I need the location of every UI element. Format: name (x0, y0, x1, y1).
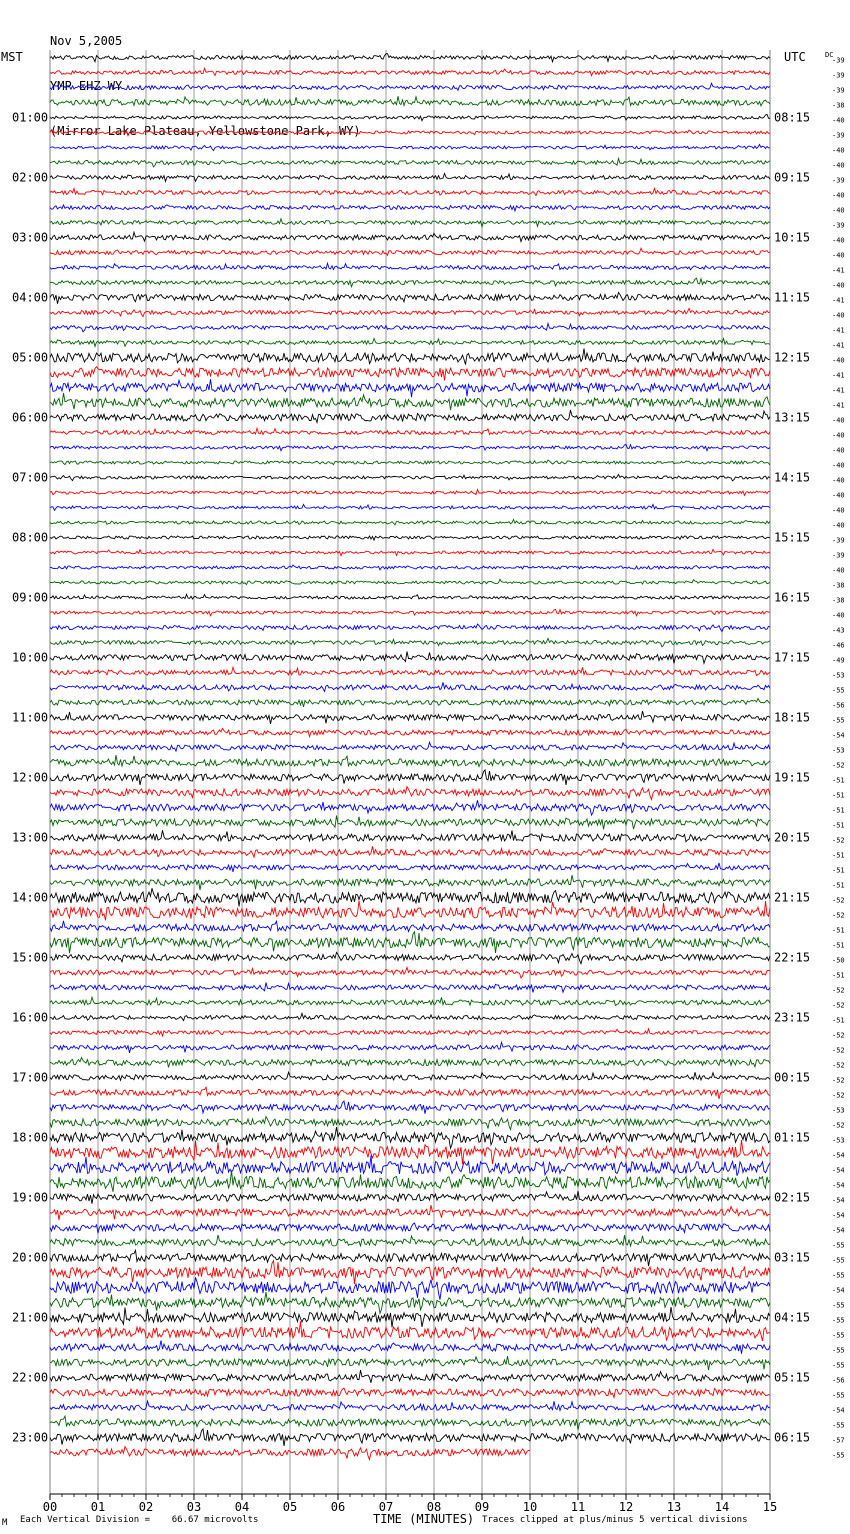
dc-offset-label: -40 (832, 491, 845, 500)
utc-hour-label: 14:15 (774, 470, 811, 485)
dc-offset-label: -53 (832, 1136, 845, 1145)
dc-offset-label: -51 (832, 851, 845, 860)
seismic-trace (50, 579, 770, 584)
seismic-trace (50, 308, 770, 316)
dc-offset-label: -55 (832, 1301, 845, 1310)
x-tick-label: 15 (762, 1500, 778, 1514)
grid-layer (50, 50, 770, 1494)
dc-offset-label: -52 (832, 1001, 845, 1010)
utc-hour-label: 00:15 (774, 1070, 811, 1085)
seismic-trace (50, 504, 770, 510)
dc-offset-label: -54 (832, 731, 845, 740)
seismic-trace (50, 1140, 770, 1164)
seismic-trace (50, 114, 770, 120)
mst-hour-label: 13:00 (12, 830, 49, 845)
seismic-trace (50, 248, 770, 255)
seismic-trace (50, 1223, 770, 1233)
seismic-trace (50, 846, 770, 857)
mst-hour-label: 22:00 (12, 1370, 49, 1385)
mst-hour-label: 01:00 (12, 110, 49, 125)
x-tick-label: 03 (186, 1500, 202, 1514)
dc-offset-label: -40 (832, 566, 845, 575)
dc-offset-label: -40 (832, 281, 845, 290)
seismic-trace (50, 1261, 770, 1285)
trace-layer (50, 54, 770, 1460)
seismic-trace (50, 68, 770, 75)
seismic-trace (50, 983, 770, 993)
dc-offset-label: -55 (832, 686, 845, 695)
dc-offset-label: -39 (832, 221, 845, 230)
seismic-trace (50, 1087, 770, 1099)
seismic-trace (50, 444, 770, 450)
dc-offset-label: -39 (832, 56, 845, 65)
seismic-trace (50, 232, 770, 241)
dc-offset-label: -41 (832, 386, 845, 395)
dc-offset-header: DC (825, 51, 834, 59)
mst-hour-label: 03:00 (12, 230, 49, 245)
utc-hour-label: 08:15 (774, 110, 811, 125)
seismic-trace (50, 188, 770, 195)
seismic-trace (50, 800, 770, 815)
dc-offset-label: -43 (832, 626, 845, 635)
seismic-trace (50, 888, 770, 906)
dc-offset-label: -39 (832, 131, 845, 140)
x-tick-label: 06 (330, 1500, 346, 1514)
label-layer (1, 50, 845, 1526)
seismic-trace (50, 278, 770, 287)
dc-offset-label: -55 (832, 1256, 845, 1265)
station-code: YMP EHZ WY (50, 79, 123, 93)
dc-offset-label: -52 (832, 1091, 845, 1100)
dc-offset-label: -55 (832, 1271, 845, 1280)
dc-offset-label: -55 (832, 1316, 845, 1325)
dc-offset-label: -52 (832, 1031, 845, 1040)
seismic-trace (50, 1101, 770, 1114)
dc-offset-label: -51 (832, 806, 845, 815)
utc-hour-label: 22:15 (774, 950, 811, 965)
dc-offset-label: -41 (832, 326, 845, 335)
seismic-trace (50, 536, 770, 540)
dc-offset-label: -55 (832, 1421, 845, 1430)
dc-offset-label: -39 (832, 176, 845, 185)
dc-offset-label: -54 (832, 1226, 845, 1235)
seismic-trace (50, 875, 770, 890)
dc-offset-label: -54 (832, 1166, 845, 1175)
x-tick-label: 13 (666, 1500, 682, 1514)
mst-hour-label: 14:00 (12, 890, 49, 905)
seismic-trace (50, 144, 770, 150)
utc-hour-label: 17:15 (774, 650, 811, 665)
mst-hour-label: 16:00 (12, 1010, 49, 1025)
seismic-trace (50, 594, 770, 599)
dc-offset-label: -51 (832, 941, 845, 950)
seismic-trace (50, 348, 770, 364)
station-location: (Mirror Lake Plateau, Yellowstone Park, WY) (50, 124, 361, 138)
seismic-trace (50, 1057, 770, 1067)
seismic-trace (50, 787, 770, 800)
dc-offset-label: -41 (832, 401, 845, 410)
mst-hour-label: 12:00 (12, 770, 49, 785)
dc-offset-label: -40 (832, 311, 845, 320)
seismic-trace (50, 952, 770, 963)
dc-offset-label: -56 (832, 1376, 845, 1385)
utc-hour-label: 11:15 (774, 290, 811, 305)
scale-note: Each Vertical Division = 66.67 microvolts (20, 1515, 259, 1525)
seismic-trace (50, 932, 770, 954)
dc-offset-label: -52 (832, 911, 845, 920)
dc-offset-label: -51 (832, 926, 845, 935)
seismic-trace (50, 830, 770, 842)
dc-offset-label: -52 (832, 896, 845, 905)
utc-hour-label: 13:15 (774, 410, 811, 425)
mst-hour-label: 23:00 (12, 1430, 49, 1445)
x-tick-label: 08 (426, 1500, 442, 1514)
dc-offset-label: -40 (832, 251, 845, 260)
seismic-trace (50, 263, 770, 270)
seismic-trace (50, 1370, 770, 1383)
mst-hour-label: 05:00 (12, 350, 49, 365)
dc-offset-label: -40 (832, 506, 845, 515)
seismic-trace (50, 921, 770, 932)
dc-offset-label: -54 (832, 1406, 845, 1415)
dc-offset-label: -55 (832, 1241, 845, 1250)
dc-offset-label: -52 (832, 1061, 845, 1070)
seismic-trace (50, 1416, 770, 1430)
seismic-trace (50, 997, 770, 1005)
seismic-trace (50, 816, 770, 830)
dc-offset-label: -53 (832, 746, 845, 755)
seismic-trace (50, 1401, 770, 1410)
x-tick-label: 01 (90, 1500, 106, 1514)
seismic-trace (50, 1292, 770, 1313)
seismic-trace (50, 205, 770, 211)
dc-offset-label: -40 (832, 611, 845, 620)
seismic-trace (50, 1072, 770, 1080)
dc-offset-label: -38 (832, 101, 845, 110)
seismic-trace (50, 1191, 770, 1204)
dc-offset-label: -53 (832, 1106, 845, 1115)
utc-hour-label: 04:15 (774, 1310, 811, 1325)
seismic-trace (50, 1250, 770, 1266)
dc-offset-label: -40 (832, 521, 845, 530)
mst-hour-label: 06:00 (12, 410, 49, 425)
dc-offset-label: -51 (832, 1016, 845, 1025)
dc-offset-label: -51 (832, 776, 845, 785)
dc-offset-label: -54 (832, 1286, 845, 1295)
mst-hour-label: 15:00 (12, 950, 49, 965)
dc-offset-label: -40 (832, 236, 845, 245)
mst-hour-label: 02:00 (12, 170, 49, 185)
seismic-trace (50, 410, 770, 423)
seismic-trace (50, 1429, 770, 1446)
mst-hour-label: 21:00 (12, 1310, 49, 1325)
dc-offset-label: -51 (832, 791, 845, 800)
seismic-trace (50, 742, 770, 751)
utc-hour-label: 20:15 (774, 830, 811, 845)
dc-offset-label: -38 (832, 581, 845, 590)
mst-hour-label: 10:00 (12, 650, 49, 665)
seismic-trace (50, 292, 770, 303)
seismic-trace (50, 130, 770, 136)
dc-offset-label: -41 (832, 266, 845, 275)
x-tick-label: 10 (522, 1500, 538, 1514)
dc-offset-label: -54 (832, 1181, 845, 1190)
x-axis (43, 1494, 777, 1514)
dc-offset-label: -51 (832, 866, 845, 875)
left-timezone-label: MST (1, 50, 23, 64)
seismic-trace (50, 83, 770, 90)
seismic-trace (50, 699, 770, 707)
seismic-trace (50, 54, 770, 62)
seismic-trace (50, 1307, 770, 1327)
utc-hour-label: 05:15 (774, 1370, 811, 1385)
seismic-trace (50, 1277, 770, 1299)
dc-offset-label: -40 (832, 161, 845, 170)
seismic-trace (50, 96, 770, 106)
dc-offset-label: -41 (832, 341, 845, 350)
dc-offset-label: -52 (832, 1121, 845, 1130)
mst-hour-label: 09:00 (12, 590, 49, 605)
seismic-trace (50, 609, 770, 615)
dc-offset-label: -40 (832, 446, 845, 455)
dc-offset-label: -39 (832, 86, 845, 95)
seismic-trace (50, 219, 770, 227)
seismic-trace (50, 1340, 770, 1353)
seismic-trace (50, 1029, 770, 1036)
dc-offset-label: -40 (832, 416, 845, 425)
utc-hour-label: 09:15 (774, 170, 811, 185)
dc-offset-label: -52 (832, 986, 845, 995)
seismic-trace (50, 379, 770, 397)
seismic-trace (50, 1321, 770, 1341)
seismic-trace (50, 967, 770, 978)
utc-hour-label: 21:15 (774, 890, 811, 905)
dc-offset-label: -52 (832, 836, 845, 845)
dc-offset-label: -50 (832, 956, 845, 965)
dc-offset-label: -39 (832, 551, 845, 560)
dc-offset-label: -55 (832, 1361, 845, 1370)
x-tick-label: 12 (618, 1500, 634, 1514)
seismic-trace (50, 520, 770, 525)
dc-offset-label: -54 (832, 1196, 845, 1205)
seismic-trace (50, 460, 770, 465)
dc-offset-label: -40 (832, 206, 845, 215)
utc-hour-label: 18:15 (774, 710, 811, 725)
x-tick-label: 02 (138, 1500, 154, 1514)
seismic-trace (50, 1117, 770, 1130)
dc-offset-label: -57 (832, 1436, 845, 1445)
dc-offset-label: -39 (832, 71, 845, 80)
corner-mark: M (2, 1518, 8, 1528)
seismic-trace (50, 367, 770, 381)
utc-hour-label: 10:15 (774, 230, 811, 245)
dc-offset-label: -55 (832, 716, 845, 725)
dc-offset-label: -55 (832, 1331, 845, 1340)
mst-hour-label: 17:00 (12, 1070, 49, 1085)
mst-hour-label: 19:00 (12, 1190, 49, 1205)
seismic-trace (50, 682, 770, 691)
clip-note: Traces clipped at plus/minus 5 vertical divisions (482, 1515, 748, 1525)
dc-offset-label: -40 (832, 461, 845, 470)
dc-offset-label: -55 (832, 1346, 845, 1355)
seismic-trace (50, 393, 770, 410)
dc-offset-label: -39 (832, 536, 845, 545)
dc-offset-label: -54 (832, 1211, 845, 1220)
seismic-trace (50, 565, 770, 570)
x-axis-title: TIME (MINUTES) (373, 1512, 475, 1526)
seismic-trace (50, 324, 770, 332)
seismic-trace (50, 159, 770, 167)
dc-offset-label: -56 (832, 701, 845, 710)
dc-offset-label: -51 (832, 971, 845, 980)
utc-hour-label: 12:15 (774, 350, 811, 365)
seismic-trace (50, 549, 770, 555)
seismic-trace (50, 428, 770, 435)
dc-offset-label: -53 (832, 671, 845, 680)
seismic-trace (50, 863, 770, 872)
dc-offset-label: -40 (832, 476, 845, 485)
mst-hour-label: 07:00 (12, 470, 49, 485)
dc-offset-label: -52 (832, 1046, 845, 1055)
dc-offset-label: -51 (832, 881, 845, 890)
x-tick-label: 05 (282, 1500, 298, 1514)
dc-offset-label: -40 (832, 146, 845, 155)
utc-hour-label: 19:15 (774, 770, 811, 785)
seismic-trace (50, 770, 770, 785)
mst-hour-label: 11:00 (12, 710, 49, 725)
seismic-trace (50, 711, 770, 724)
x-tick-label: 07 (378, 1500, 394, 1514)
dc-offset-label: -55 (832, 1451, 845, 1460)
seismic-trace (50, 1042, 770, 1053)
mst-hour-label: 04:00 (12, 290, 49, 305)
seismic-trace (50, 1356, 770, 1370)
seismic-trace (50, 652, 770, 664)
seismic-trace (50, 755, 770, 766)
utc-hour-label: 02:15 (774, 1190, 811, 1205)
seismic-trace (50, 1205, 770, 1220)
seismic-trace (50, 1170, 770, 1192)
seismic-trace (50, 1388, 770, 1397)
dc-offset-label: -52 (832, 1076, 845, 1085)
x-tick-label: 00 (42, 1500, 58, 1514)
right-timezone-label: UTC (784, 50, 806, 64)
utc-hour-label: 16:15 (774, 590, 811, 605)
seismic-trace (50, 173, 770, 181)
dc-offset-label: -40 (832, 191, 845, 200)
dc-offset-label: -38 (832, 596, 845, 605)
dc-offset-label: -40 (832, 356, 845, 365)
dc-offset-label: -52 (832, 761, 845, 770)
seismic-trace (50, 1127, 770, 1148)
utc-hour-label: 03:15 (774, 1250, 811, 1265)
dc-offset-label: -41 (832, 296, 845, 305)
dc-offset-label: -40 (832, 116, 845, 125)
seismic-trace (50, 728, 770, 736)
dc-offset-label: -55 (832, 1391, 845, 1400)
mst-hour-label: 08:00 (12, 530, 49, 545)
seismic-trace (50, 1013, 770, 1020)
utc-hour-label: 01:15 (774, 1130, 811, 1145)
x-tick-label: 09 (474, 1500, 490, 1514)
record-date: Nov 5,2005 (50, 34, 123, 48)
seismic-trace (50, 474, 770, 480)
utc-hour-label: 15:15 (774, 530, 811, 545)
dc-offset-label: -46 (832, 641, 845, 650)
mst-hour-label: 20:00 (12, 1250, 49, 1265)
seismic-trace (50, 667, 770, 675)
x-tick-label: 14 (714, 1500, 730, 1514)
seismic-trace (50, 338, 770, 346)
dc-offset-label: -54 (832, 1151, 845, 1160)
seismic-trace (50, 624, 770, 632)
dc-offset-label: -49 (832, 656, 845, 665)
x-tick-label: 11 (570, 1500, 586, 1514)
utc-hour-label: 23:15 (774, 1010, 811, 1025)
utc-hour-label: 06:15 (774, 1430, 811, 1445)
dc-offset-label: -40 (832, 431, 845, 440)
seismic-trace (50, 490, 770, 496)
dc-offset-label: -41 (832, 371, 845, 380)
seismic-trace (50, 1235, 770, 1246)
mst-hour-label: 18:00 (12, 1130, 49, 1145)
dc-offset-label: -51 (832, 821, 845, 830)
seismic-trace (50, 638, 770, 647)
x-tick-label: 04 (234, 1500, 250, 1514)
seismic-trace (50, 901, 770, 921)
